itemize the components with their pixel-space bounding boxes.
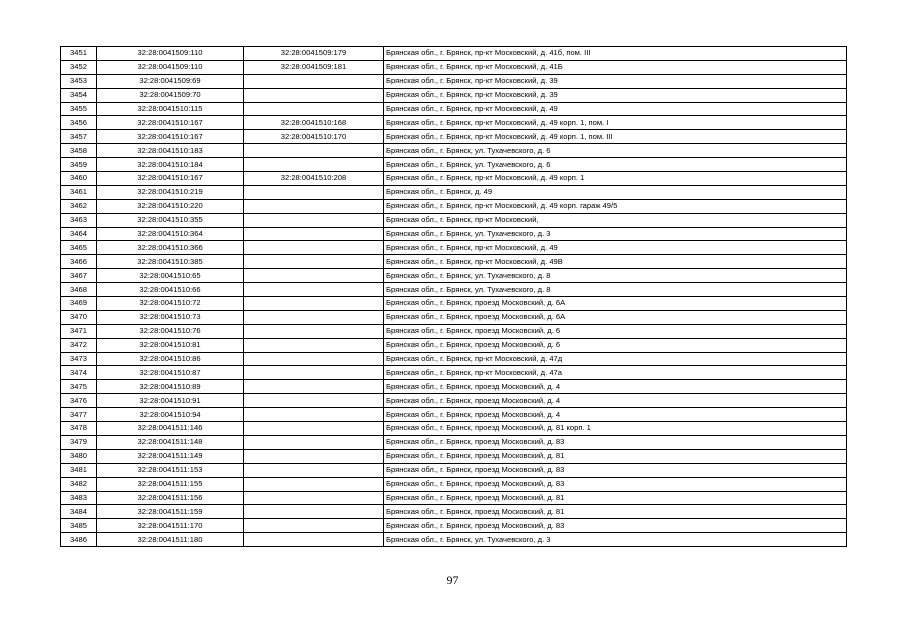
cadastral-number-cell: 32:28:0041509:110 (97, 60, 244, 74)
address-cell: Брянская обл., г. Брянск, проезд Московский, д. 6 (384, 338, 847, 352)
row-number-cell: 3468 (61, 283, 97, 297)
table-row (61, 324, 847, 338)
table-row (61, 47, 847, 61)
cadastral-number-cell: 32:28:0041509:70 (97, 88, 244, 102)
related-cadastral-number-cell: 32:28:0041510:170 (244, 130, 384, 144)
cadastral-number-cell: 32:28:0041510:364 (97, 227, 244, 241)
cadastral-number-cell: 32:28:0041510:219 (97, 185, 244, 199)
row-number-cell: 3470 (61, 310, 97, 324)
row-number-cell: 3462 (61, 199, 97, 213)
table-row (61, 297, 847, 311)
table-row (61, 463, 847, 477)
related-cadastral-number-cell (244, 74, 384, 88)
address-cell: Брянская обл., г. Брянск, ул. Тухачевского, д. 3 (384, 227, 847, 241)
table-row (61, 60, 847, 74)
address-cell: Брянская обл., г. Брянск, д. 49 (384, 185, 847, 199)
row-number-cell: 3473 (61, 352, 97, 366)
related-cadastral-number-cell (244, 213, 384, 227)
row-number-cell: 3461 (61, 185, 97, 199)
table-row (61, 394, 847, 408)
address-cell: Брянская обл., г. Брянск, проезд Московский, д. 6А (384, 310, 847, 324)
registry-table (60, 46, 847, 547)
cadastral-number-cell: 32:28:0041509:110 (97, 47, 244, 61)
related-cadastral-number-cell (244, 394, 384, 408)
cadastral-number-cell: 32:28:0041510:167 (97, 116, 244, 130)
address-cell: Брянская обл., г. Брянск, ул. Тухачевского, д. 8 (384, 269, 847, 283)
row-number-cell: 3471 (61, 324, 97, 338)
cadastral-number-cell: 32:28:0041510:220 (97, 199, 244, 213)
cadastral-number-cell: 32:28:0041510:91 (97, 394, 244, 408)
page-number: 97 (446, 573, 459, 587)
related-cadastral-number-cell (244, 533, 384, 547)
cadastral-number-cell: 32:28:0041510:65 (97, 269, 244, 283)
row-number-cell: 3482 (61, 477, 97, 491)
table-row (61, 269, 847, 283)
table-row (61, 380, 847, 394)
table-row (61, 144, 847, 158)
address-cell: Брянская обл., г. Брянск, проезд Московский, д. 81 (384, 491, 847, 505)
cadastral-number-cell: 32:28:0041510:89 (97, 380, 244, 394)
related-cadastral-number-cell (244, 477, 384, 491)
table-row (61, 74, 847, 88)
cadastral-number-cell: 32:28:0041510:385 (97, 255, 244, 269)
related-cadastral-number-cell (244, 255, 384, 269)
address-cell: Брянская обл., г. Брянск, проезд Московский, д. 81 (384, 449, 847, 463)
address-cell: Брянская обл., г. Брянск, ул. Тухачевского, д. 6 (384, 144, 847, 158)
table-row (61, 505, 847, 519)
row-number-cell: 3485 (61, 519, 97, 533)
cadastral-number-cell: 32:28:0041510:167 (97, 130, 244, 144)
row-number-cell: 3466 (61, 255, 97, 269)
cadastral-number-cell: 32:28:0041510:183 (97, 144, 244, 158)
address-cell: Брянская обл., г. Брянск, пр-кт Московский, д. 41Б (384, 60, 847, 74)
row-number-cell: 3463 (61, 213, 97, 227)
address-cell: Брянская обл., г. Брянск, ул. Тухачевского, д. 6 (384, 158, 847, 172)
related-cadastral-number-cell: 32:28:0041510:168 (244, 116, 384, 130)
table-row (61, 255, 847, 269)
row-number-cell: 3469 (61, 297, 97, 311)
related-cadastral-number-cell (244, 283, 384, 297)
table-row (61, 519, 847, 533)
row-number-cell: 3479 (61, 435, 97, 449)
related-cadastral-number-cell (244, 88, 384, 102)
table-row (61, 338, 847, 352)
address-cell: Брянская обл., г. Брянск, проезд Московский, д. 83 (384, 519, 847, 533)
address-cell: Брянская обл., г. Брянск, проезд Московский, д. 83 (384, 477, 847, 491)
address-cell: Брянская обл., г. Брянск, проезд Московский, д. 6А (384, 297, 847, 311)
row-number-cell: 3475 (61, 380, 97, 394)
address-cell: Брянская обл., г. Брянск, проезд Московский, д. 4 (384, 394, 847, 408)
row-number-cell: 3476 (61, 394, 97, 408)
row-number-cell: 3465 (61, 241, 97, 255)
row-number-cell: 3457 (61, 130, 97, 144)
row-number-cell: 3464 (61, 227, 97, 241)
cadastral-number-cell: 32:28:0041510:76 (97, 324, 244, 338)
table-row (61, 310, 847, 324)
cadastral-number-cell: 32:28:0041511:148 (97, 435, 244, 449)
table-row (61, 283, 847, 297)
related-cadastral-number-cell (244, 435, 384, 449)
cadastral-number-cell: 32:28:0041510:115 (97, 102, 244, 116)
address-cell: Брянская обл., г. Брянск, ул. Тухачевского, д. 8 (384, 283, 847, 297)
row-number-cell: 3472 (61, 338, 97, 352)
row-number-cell: 3484 (61, 505, 97, 519)
related-cadastral-number-cell (244, 352, 384, 366)
address-cell: Брянская обл., г. Брянск, проезд Московский, д. 83 (384, 463, 847, 477)
address-cell: Брянская обл., г. Брянск, проезд Московский, д. 81 корп. 1 (384, 422, 847, 436)
related-cadastral-number-cell: 32:28:0041509:181 (244, 60, 384, 74)
row-number-cell: 3458 (61, 144, 97, 158)
related-cadastral-number-cell (244, 366, 384, 380)
row-number-cell: 3474 (61, 366, 97, 380)
related-cadastral-number-cell (244, 519, 384, 533)
row-number-cell: 3460 (61, 172, 97, 186)
row-number-cell: 3477 (61, 408, 97, 422)
related-cadastral-number-cell (244, 297, 384, 311)
cadastral-number-cell: 32:28:0041510:87 (97, 366, 244, 380)
table-row (61, 172, 847, 186)
row-number-cell: 3478 (61, 422, 97, 436)
table-row (61, 102, 847, 116)
table-row (61, 130, 847, 144)
row-number-cell: 3456 (61, 116, 97, 130)
address-cell: Брянская обл., г. Брянск, пр-кт Московский, д. 49В (384, 255, 847, 269)
table-row (61, 366, 847, 380)
address-cell: Брянская обл., г. Брянск, пр-кт Московский, д. 49 (384, 102, 847, 116)
row-number-cell: 3455 (61, 102, 97, 116)
cadastral-number-cell: 32:28:0041511:153 (97, 463, 244, 477)
address-cell: Брянская обл., г. Брянск, пр-кт Московский, д. 49 корп. гараж 49/5 (384, 199, 847, 213)
table-row (61, 227, 847, 241)
cadastral-number-cell: 32:28:0041510:66 (97, 283, 244, 297)
table-row (61, 533, 847, 547)
table-row (61, 116, 847, 130)
related-cadastral-number-cell: 32:28:0041510:208 (244, 172, 384, 186)
related-cadastral-number-cell (244, 505, 384, 519)
address-cell: Брянская обл., г. Брянск, пр-кт Московский, д. 49 корп. 1, пом. III (384, 130, 847, 144)
address-cell: Брянская обл., г. Брянск, пр-кт Московский, д. 49 корп. 1 (384, 172, 847, 186)
table-row (61, 408, 847, 422)
related-cadastral-number-cell (244, 185, 384, 199)
related-cadastral-number-cell (244, 269, 384, 283)
related-cadastral-number-cell (244, 422, 384, 436)
address-cell: Брянская обл., г. Брянск, пр-кт Московский, д. 49 (384, 241, 847, 255)
cadastral-number-cell: 32:28:0041511:155 (97, 477, 244, 491)
related-cadastral-number-cell (244, 199, 384, 213)
cadastral-number-cell: 32:28:0041510:73 (97, 310, 244, 324)
cadastral-number-cell: 32:28:0041510:81 (97, 338, 244, 352)
table-row (61, 449, 847, 463)
address-cell: Брянская обл., г. Брянск, проезд Московский, д. 4 (384, 380, 847, 394)
address-cell: Брянская обл., г. Брянск, проезд Московский, д. 83 (384, 435, 847, 449)
related-cadastral-number-cell (244, 449, 384, 463)
table-row (61, 435, 847, 449)
related-cadastral-number-cell (244, 491, 384, 505)
cadastral-number-cell: 32:28:0041510:167 (97, 172, 244, 186)
related-cadastral-number-cell (244, 144, 384, 158)
row-number-cell: 3486 (61, 533, 97, 547)
cadastral-number-cell: 32:28:0041510:86 (97, 352, 244, 366)
cadastral-number-cell: 32:28:0041510:366 (97, 241, 244, 255)
cadastral-number-cell: 32:28:0041511:146 (97, 422, 244, 436)
registry-table-body (61, 47, 847, 547)
table-row (61, 491, 847, 505)
table-row (61, 477, 847, 491)
cadastral-number-cell: 32:28:0041511:159 (97, 505, 244, 519)
address-cell: Брянская обл., г. Брянск, пр-кт Московский, д. 47а (384, 366, 847, 380)
table-row (61, 422, 847, 436)
address-cell: Брянская обл., г. Брянск, пр-кт Московский, д. 39 (384, 74, 847, 88)
row-number-cell: 3467 (61, 269, 97, 283)
related-cadastral-number-cell (244, 158, 384, 172)
address-cell: Брянская обл., г. Брянск, проезд Московский, д. 6 (384, 324, 847, 338)
row-number-cell: 3483 (61, 491, 97, 505)
cadastral-number-cell: 32:28:0041510:94 (97, 408, 244, 422)
table-row (61, 88, 847, 102)
related-cadastral-number-cell (244, 102, 384, 116)
related-cadastral-number-cell (244, 408, 384, 422)
table-row (61, 185, 847, 199)
cadastral-number-cell: 32:28:0041509:69 (97, 74, 244, 88)
row-number-cell: 3453 (61, 74, 97, 88)
row-number-cell: 3480 (61, 449, 97, 463)
related-cadastral-number-cell: 32:28:0041509:179 (244, 47, 384, 61)
address-cell: Брянская обл., г. Брянск, пр-кт Московский, д. 47д (384, 352, 847, 366)
address-cell: Брянская обл., г. Брянск, пр-кт Московский, д. 39 (384, 88, 847, 102)
table-row (61, 158, 847, 172)
row-number-cell: 3451 (61, 47, 97, 61)
cadastral-number-cell: 32:28:0041511:156 (97, 491, 244, 505)
row-number-cell: 3452 (61, 60, 97, 74)
related-cadastral-number-cell (244, 310, 384, 324)
table-row (61, 241, 847, 255)
table-row (61, 199, 847, 213)
related-cadastral-number-cell (244, 241, 384, 255)
address-cell: Брянская обл., г. Брянск, пр-кт Московский, (384, 213, 847, 227)
address-cell: Брянская обл., г. Брянск, ул. Тухачевского, д. 3 (384, 533, 847, 547)
address-cell: Брянская обл., г. Брянск, пр-кт Московский, д. 49 корп. 1, пом. I (384, 116, 847, 130)
row-number-cell: 3459 (61, 158, 97, 172)
cadastral-number-cell: 32:28:0041510:72 (97, 297, 244, 311)
cadastral-number-cell: 32:28:0041510:184 (97, 158, 244, 172)
related-cadastral-number-cell (244, 324, 384, 338)
related-cadastral-number-cell (244, 380, 384, 394)
related-cadastral-number-cell (244, 463, 384, 477)
cadastral-number-cell: 32:28:0041510:355 (97, 213, 244, 227)
row-number-cell: 3454 (61, 88, 97, 102)
cadastral-number-cell: 32:28:0041511:170 (97, 519, 244, 533)
address-cell: Брянская обл., г. Брянск, проезд Московский, д. 4 (384, 408, 847, 422)
address-cell: Брянская обл., г. Брянск, пр-кт Московский, д. 41б, пом. III (384, 47, 847, 61)
related-cadastral-number-cell (244, 227, 384, 241)
cadastral-number-cell: 32:28:0041511:180 (97, 533, 244, 547)
related-cadastral-number-cell (244, 338, 384, 352)
cadastral-number-cell: 32:28:0041511:149 (97, 449, 244, 463)
table-row (61, 213, 847, 227)
row-number-cell: 3481 (61, 463, 97, 477)
table-row (61, 352, 847, 366)
address-cell: Брянская обл., г. Брянск, проезд Московский, д. 81 (384, 505, 847, 519)
